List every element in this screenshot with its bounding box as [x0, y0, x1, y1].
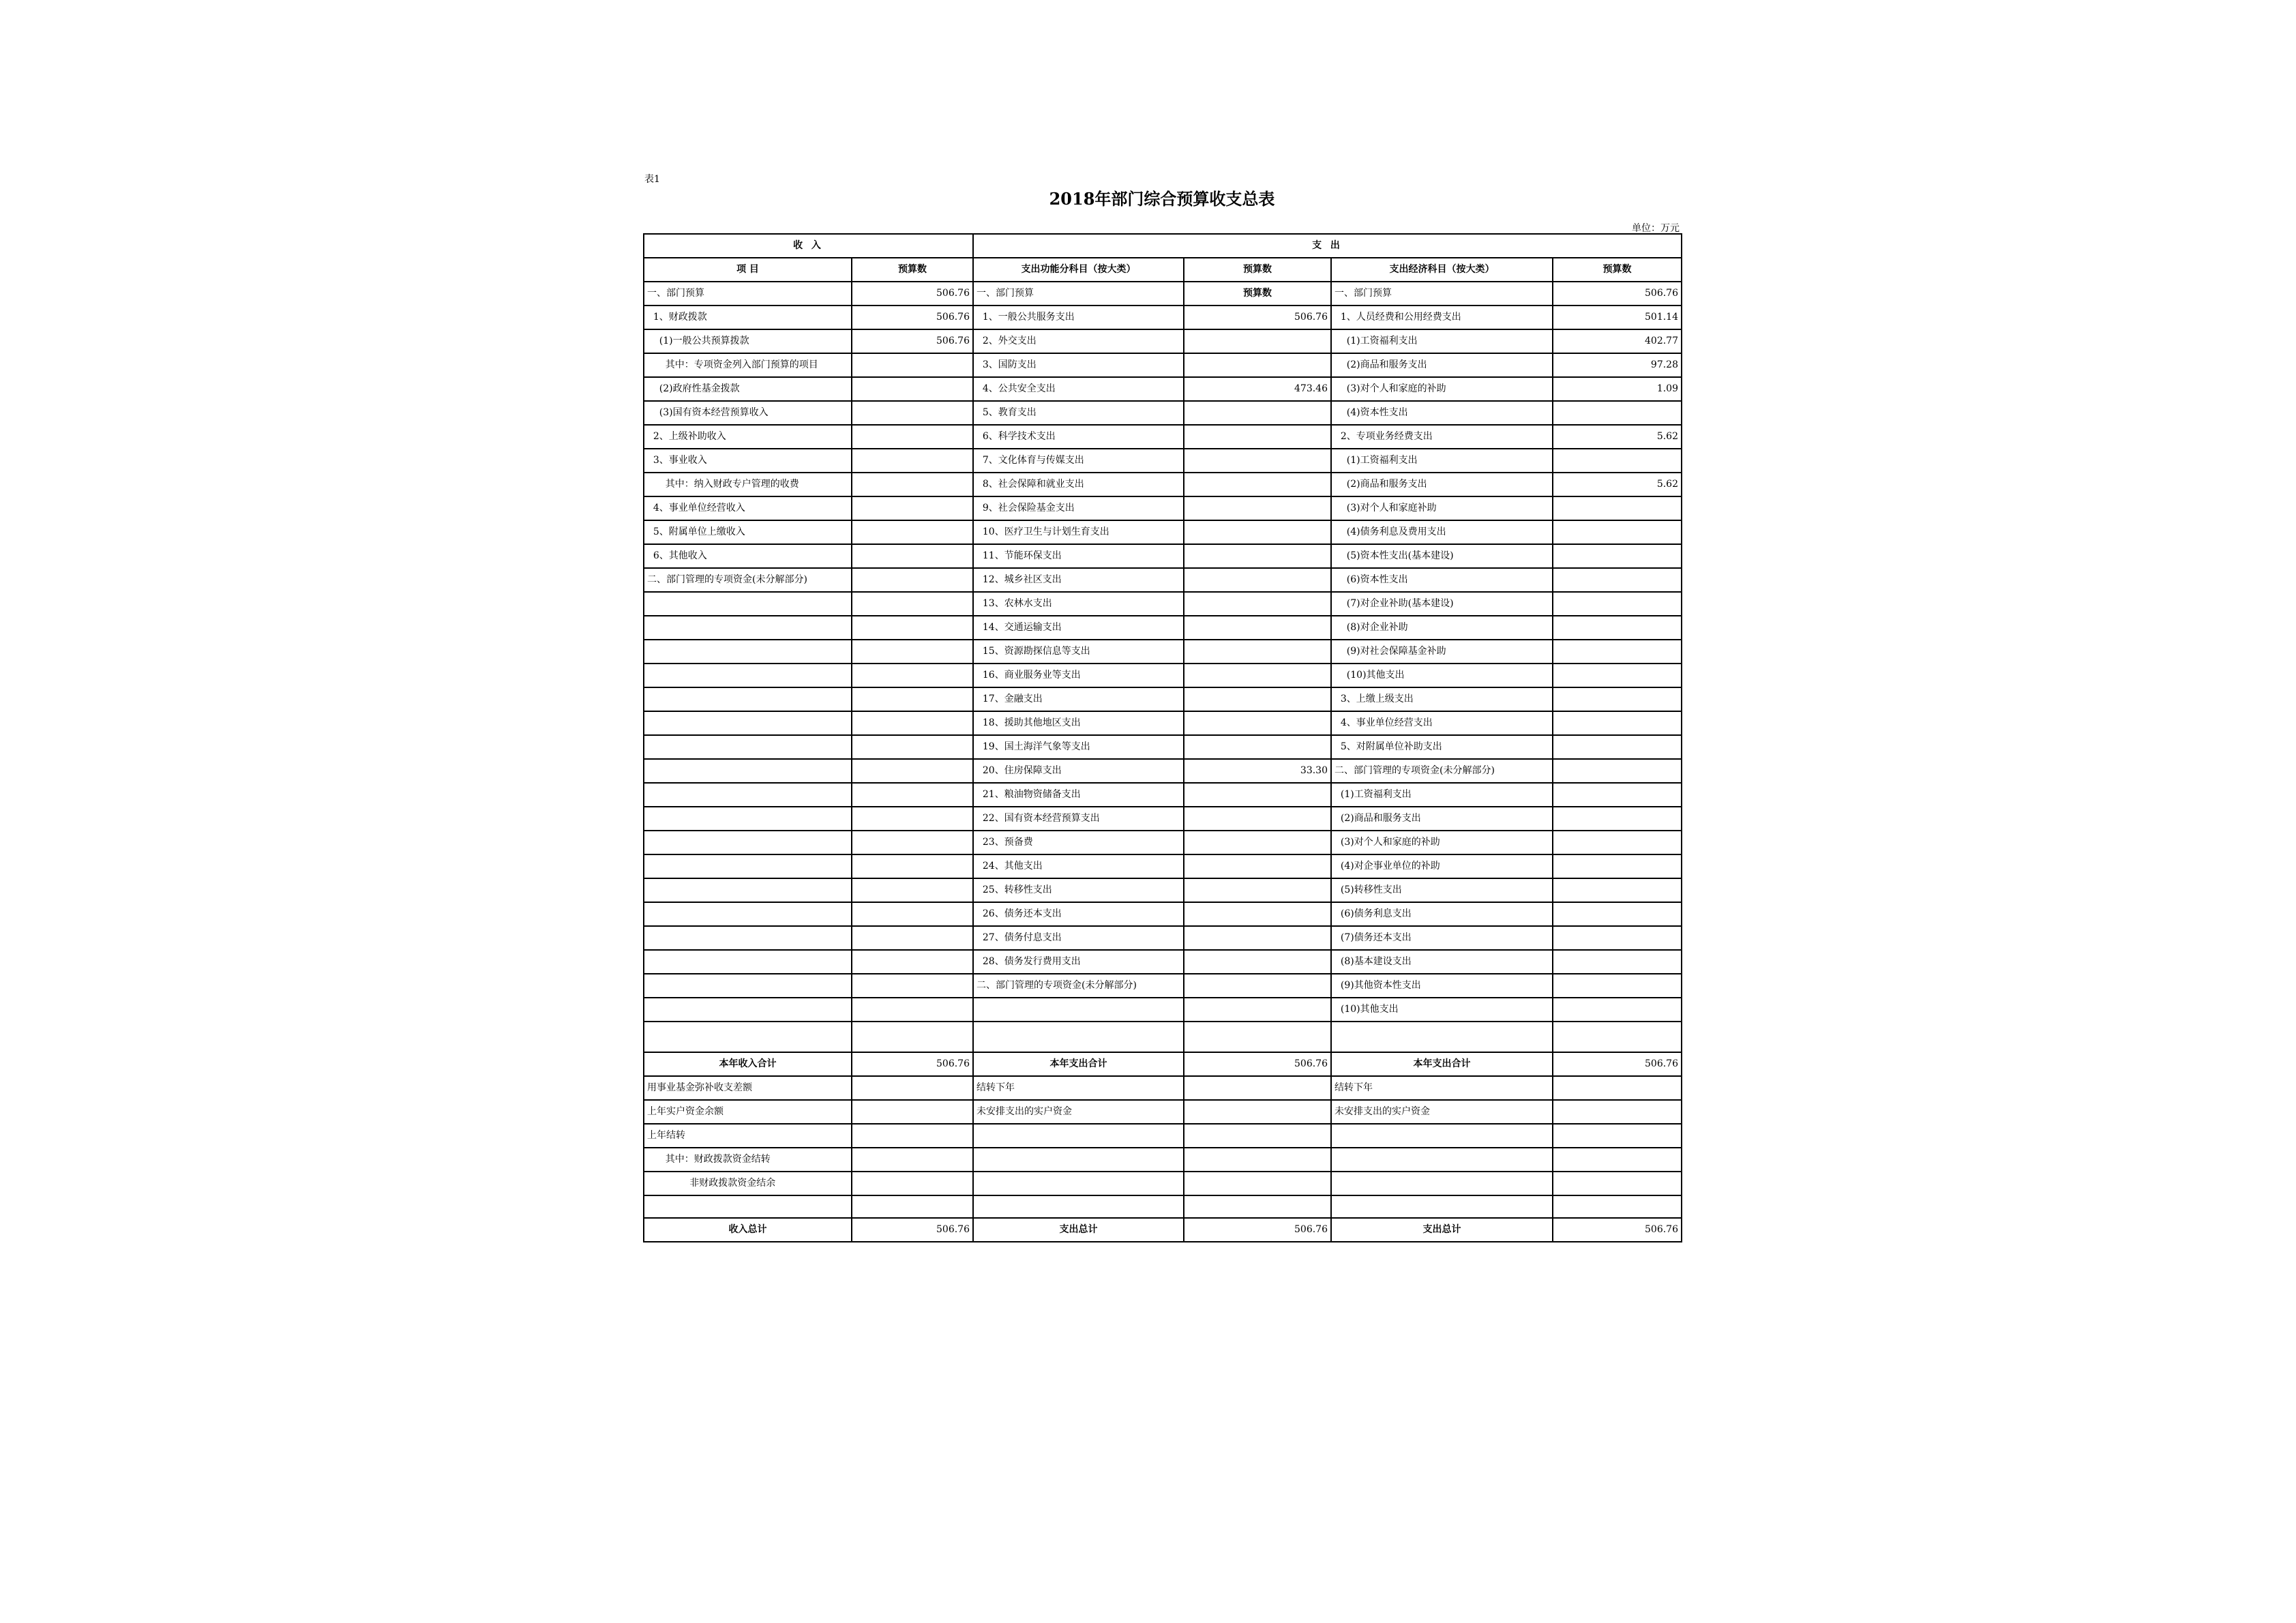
table-cell: 用事业基金弥补收支差额 — [644, 1076, 852, 1100]
table-cell: 25、转移性支出 — [973, 878, 1184, 902]
table-cell — [644, 878, 852, 902]
table-cell: 19、国土海洋气象等支出 — [973, 735, 1184, 759]
table-cell: 4、事业单位经营支出 — [1331, 711, 1553, 735]
table-row — [644, 353, 1682, 377]
table-row — [644, 568, 1682, 592]
table-cell — [1553, 950, 1682, 974]
table-row — [644, 544, 1682, 568]
table-cell — [852, 998, 973, 1022]
table-cell — [1184, 496, 1331, 520]
table-cell — [644, 592, 852, 616]
table-cell: 6、其他收入 — [644, 544, 852, 568]
table-cell — [1184, 974, 1331, 998]
table-cell — [644, 664, 852, 687]
table-cell: 402.77 — [1553, 329, 1682, 353]
table-cell — [1553, 878, 1682, 902]
table-cell — [1184, 711, 1331, 735]
table-cell: (10)其他支出 — [1331, 998, 1553, 1022]
table-cell — [852, 1195, 973, 1218]
table-cell: 22、国有资本经营预算支出 — [973, 807, 1184, 831]
table-cell — [1553, 735, 1682, 759]
table-cell — [852, 520, 973, 544]
table-cell — [1184, 1100, 1331, 1124]
col-header-budget: 预算数 — [1184, 258, 1331, 282]
table-cell: 506.76 — [852, 1218, 973, 1242]
table-cell — [852, 496, 973, 520]
table-cell: (8)对企业补助 — [1331, 616, 1553, 640]
table-cell — [1184, 1148, 1331, 1172]
table-cell: 二、部门管理的专项资金(未分解部分) — [973, 974, 1184, 998]
table-cell — [852, 568, 973, 592]
table-cell — [1553, 998, 1682, 1022]
table-cell: 一、部门预算 — [644, 282, 852, 306]
table-cell — [1553, 640, 1682, 664]
table-cell — [644, 640, 852, 664]
table-cell: 未安排支出的实户资金 — [1331, 1100, 1553, 1124]
table-cell: 16、商业服务业等支出 — [973, 664, 1184, 687]
table-row — [644, 306, 1682, 329]
table-cell — [852, 974, 973, 998]
table-cell — [852, 640, 973, 664]
table-cell: 本年支出合计 — [1331, 1052, 1553, 1076]
budget-summary-table — [643, 233, 1682, 1242]
table-cell: (2)商品和服务支出 — [1331, 807, 1553, 831]
table-cell — [1553, 1076, 1682, 1100]
table-cell — [852, 854, 973, 878]
table-cell — [1553, 544, 1682, 568]
table-cell — [1553, 807, 1682, 831]
table-cell — [852, 353, 973, 377]
table-cell: 506.76 — [1553, 1218, 1682, 1242]
table-cell — [644, 854, 852, 878]
table-cell — [852, 950, 973, 974]
table-cell — [1184, 664, 1331, 687]
table-cell — [644, 616, 852, 640]
table-cell: 一、部门预算 — [1331, 282, 1553, 306]
table-cell: 1.09 — [1553, 377, 1682, 401]
table-cell — [852, 1124, 973, 1148]
col-header-economic: 支出经济科目（按大类） — [1331, 258, 1553, 282]
table-cell — [1553, 902, 1682, 926]
table-row — [644, 496, 1682, 520]
table-row — [644, 1172, 1682, 1195]
table-cell: 2、上级补助收入 — [644, 425, 852, 449]
table-cell: 其中：纳入财政专户管理的收费 — [644, 473, 852, 496]
table-cell — [852, 831, 973, 854]
table-cell: (9)其他资本性支出 — [1331, 974, 1553, 998]
table-cell: 非财政拨款资金结余 — [644, 1172, 852, 1195]
table-cell — [852, 401, 973, 425]
table-cell: (3)对个人和家庭的补助 — [1331, 831, 1553, 854]
table-cell — [1184, 425, 1331, 449]
table-cell — [1553, 592, 1682, 616]
table-cell — [1553, 1022, 1682, 1052]
table-cell — [1553, 974, 1682, 998]
table-cell: 支出总计 — [1331, 1218, 1553, 1242]
unit-label: 单位：万元 — [1632, 223, 1680, 234]
table-cell — [1184, 353, 1331, 377]
table-cell: 33.30 — [1184, 759, 1331, 783]
expense-group-header: 支 出 — [973, 234, 1682, 258]
table-cell: 5.62 — [1553, 425, 1682, 449]
table-cell — [1553, 759, 1682, 783]
table-cell: 未安排支出的实户资金 — [973, 1100, 1184, 1124]
table-cell: 28、债务发行费用支出 — [973, 950, 1184, 974]
table-cell — [852, 759, 973, 783]
table-cell — [1184, 640, 1331, 664]
table-cell: (7)债务还本支出 — [1331, 926, 1553, 950]
table-cell — [1184, 1195, 1331, 1218]
table-cell: (1)工资福利支出 — [1331, 783, 1553, 807]
table-cell — [1184, 807, 1331, 831]
table-cell — [1184, 783, 1331, 807]
table-cell: (2)商品和服务支出 — [1331, 353, 1553, 377]
table-cell: 二、部门管理的专项资金(未分解部分) — [1331, 759, 1553, 783]
table-cell: 3、国防支出 — [973, 353, 1184, 377]
table-cell — [1553, 1148, 1682, 1172]
table-cell: 14、交通运输支出 — [973, 616, 1184, 640]
table-cell: (1)工资福利支出 — [1331, 449, 1553, 473]
table-cell — [973, 1124, 1184, 1148]
table-cell: 13、农林水支出 — [973, 592, 1184, 616]
table-cell — [973, 1172, 1184, 1195]
table-cell — [852, 473, 973, 496]
table-row — [644, 1124, 1682, 1148]
table-row — [644, 616, 1682, 640]
table-cell: 其中：财政拨款资金结转 — [644, 1148, 852, 1172]
table-cell — [1184, 1172, 1331, 1195]
table-cell: 8、社会保障和就业支出 — [973, 473, 1184, 496]
table-cell — [1553, 831, 1682, 854]
table-cell: 15、资源勘探信息等支出 — [973, 640, 1184, 664]
table-row — [644, 831, 1682, 854]
table-cell — [852, 926, 973, 950]
subtotal-row — [644, 1052, 1682, 1076]
table-cell — [852, 1100, 973, 1124]
table-cell — [852, 425, 973, 449]
table-cell — [852, 1076, 973, 1100]
table-cell: 5、附属单位上缴收入 — [644, 520, 852, 544]
table-cell — [644, 926, 852, 950]
table-cell — [644, 711, 852, 735]
table-cell — [644, 902, 852, 926]
table-cell: 97.28 — [1553, 353, 1682, 377]
table-row — [644, 998, 1682, 1022]
table-cell: (3)对个人和家庭的补助 — [1331, 377, 1553, 401]
table-cell: 17、金融支出 — [973, 687, 1184, 711]
table-row — [644, 520, 1682, 544]
table-cell: 7、文化体育与传媒支出 — [973, 449, 1184, 473]
table-row — [644, 783, 1682, 807]
table-cell: 506.76 — [852, 282, 973, 306]
table-cell: 3、上缴上级支出 — [1331, 687, 1553, 711]
col-header-budget: 预算数 — [852, 258, 973, 282]
table-cell — [852, 592, 973, 616]
table-row — [644, 1148, 1682, 1172]
table-row — [644, 687, 1682, 711]
table-cell: (1)工资福利支出 — [1331, 329, 1553, 353]
table-cell: 18、援助其他地区支出 — [973, 711, 1184, 735]
table-cell — [852, 735, 973, 759]
table-cell — [1184, 449, 1331, 473]
col-header-budget: 预算数 — [1553, 258, 1682, 282]
table-cell — [973, 1022, 1184, 1052]
table-cell: 12、城乡社区支出 — [973, 568, 1184, 592]
table-row — [644, 329, 1682, 353]
table-cell: 9、社会保险基金支出 — [973, 496, 1184, 520]
table-cell: 26、债务还本支出 — [973, 902, 1184, 926]
total-row — [644, 1218, 1682, 1242]
table-cell: (3)国有资本经营预算收入 — [644, 401, 852, 425]
table-cell — [1553, 854, 1682, 878]
table-cell: 支出总计 — [973, 1218, 1184, 1242]
table-cell: 20、住房保障支出 — [973, 759, 1184, 783]
table-cell: 506.76 — [1184, 1052, 1331, 1076]
table-cell — [1184, 950, 1331, 974]
table-cell — [1184, 568, 1331, 592]
table-cell: 二、部门管理的专项资金(未分解部分) — [644, 568, 852, 592]
table-cell: (10)其他支出 — [1331, 664, 1553, 687]
table-cell — [644, 1195, 852, 1218]
table-cell: 1、财政拨款 — [644, 306, 852, 329]
table-cell: 506.76 — [852, 1052, 973, 1076]
table-cell — [644, 807, 852, 831]
table-row — [644, 974, 1682, 998]
table-cell — [1184, 687, 1331, 711]
table-cell — [852, 1148, 973, 1172]
table-cell: 506.76 — [1184, 1218, 1331, 1242]
table-cell — [852, 687, 973, 711]
table-cell — [1331, 1124, 1553, 1148]
page-title: 2018年部门综合预算收支总表 — [1049, 189, 1275, 209]
table-cell: (4)资本性支出 — [1331, 401, 1553, 425]
table-row — [644, 902, 1682, 926]
table-cell — [1184, 998, 1331, 1022]
group-header-row — [644, 234, 1682, 258]
table-cell — [1553, 520, 1682, 544]
table-row — [644, 425, 1682, 449]
table-cell — [644, 831, 852, 854]
table-cell: 24、其他支出 — [973, 854, 1184, 878]
table-cell — [1553, 616, 1682, 640]
table-cell — [644, 735, 852, 759]
table-cell — [1553, 1100, 1682, 1124]
table-cell: 1、一般公共服务支出 — [973, 306, 1184, 329]
table-cell — [852, 1022, 973, 1052]
table-cell — [852, 878, 973, 902]
table-cell: 本年收入合计 — [644, 1052, 852, 1076]
table-row — [644, 640, 1682, 664]
table-cell — [852, 1172, 973, 1195]
table-row — [644, 377, 1682, 401]
table-cell: 上年结转 — [644, 1124, 852, 1148]
table-cell: 3、事业收入 — [644, 449, 852, 473]
table-cell — [1184, 1124, 1331, 1148]
table-cell: 结转下年 — [1331, 1076, 1553, 1100]
column-header-row — [644, 258, 1682, 282]
table-cell — [1184, 735, 1331, 759]
table-row — [644, 1076, 1682, 1100]
table-row — [644, 759, 1682, 783]
table-cell: 506.76 — [852, 329, 973, 353]
table-row — [644, 449, 1682, 473]
table-cell: 上年实户资金余额 — [644, 1100, 852, 1124]
table-cell — [1184, 878, 1331, 902]
table-cell — [1184, 616, 1331, 640]
table-cell: 4、事业单位经营收入 — [644, 496, 852, 520]
table-cell: 1、人员经费和公用经费支出 — [1331, 306, 1553, 329]
table-cell: 2、外交支出 — [973, 329, 1184, 353]
table-cell — [1553, 926, 1682, 950]
table-cell — [1331, 1195, 1553, 1218]
table-cell — [1331, 1148, 1553, 1172]
table-cell — [1331, 1022, 1553, 1052]
table-cell — [1184, 520, 1331, 544]
table-cell — [973, 1195, 1184, 1218]
table-cell: 5.62 — [1553, 473, 1682, 496]
table-cell — [852, 616, 973, 640]
table-cell — [852, 711, 973, 735]
table-cell: 506.76 — [1553, 282, 1682, 306]
table-cell — [1184, 544, 1331, 568]
table-cell — [1184, 592, 1331, 616]
table-cell — [1184, 854, 1331, 878]
table-cell — [852, 664, 973, 687]
table-cell — [644, 974, 852, 998]
table-cell: 2、专项业务经费支出 — [1331, 425, 1553, 449]
table-cell — [852, 783, 973, 807]
table-cell: (2)政府性基金拨款 — [644, 377, 852, 401]
table-cell — [1553, 711, 1682, 735]
table-row — [644, 878, 1682, 902]
table-cell — [644, 998, 852, 1022]
table-row — [644, 950, 1682, 974]
table-cell — [852, 377, 973, 401]
table-cell — [1553, 401, 1682, 425]
table-cell: 501.14 — [1553, 306, 1682, 329]
table-cell: 6、科学技术支出 — [973, 425, 1184, 449]
table-cell — [1553, 687, 1682, 711]
table-cell — [644, 950, 852, 974]
table-row — [644, 282, 1682, 306]
table-cell: 4、公共安全支出 — [973, 377, 1184, 401]
table-cell: (2)商品和服务支出 — [1331, 473, 1553, 496]
table-cell: 5、对附属单位补助支出 — [1331, 735, 1553, 759]
table-cell: (6)资本性支出 — [1331, 568, 1553, 592]
table-cell — [973, 998, 1184, 1022]
table-row — [644, 807, 1682, 831]
table-row — [644, 735, 1682, 759]
table-cell — [1184, 1022, 1331, 1052]
table-cell — [973, 1148, 1184, 1172]
table-row — [644, 711, 1682, 735]
table-row — [644, 473, 1682, 496]
table-cell — [1331, 1172, 1553, 1195]
table-cell: 473.46 — [1184, 377, 1331, 401]
table-cell — [1184, 831, 1331, 854]
table-row — [644, 926, 1682, 950]
table-cell: 结转下年 — [973, 1076, 1184, 1100]
table-cell — [644, 687, 852, 711]
table-cell: 27、债务付息支出 — [973, 926, 1184, 950]
table-cell — [1184, 1076, 1331, 1100]
table-cell — [1553, 783, 1682, 807]
table-cell — [644, 1022, 852, 1052]
table-cell — [852, 544, 973, 568]
table-cell: (5)资本性支出(基本建设) — [1331, 544, 1553, 568]
table-cell: 收入总计 — [644, 1218, 852, 1242]
table-cell: 10、医疗卫生与计划生育支出 — [973, 520, 1184, 544]
table-row — [644, 401, 1682, 425]
table-cell: 21、粮油物资储备支出 — [973, 783, 1184, 807]
table-cell — [1553, 1172, 1682, 1195]
table-cell — [1184, 902, 1331, 926]
table-cell: (7)对企业补助(基本建设) — [1331, 592, 1553, 616]
income-group-header: 收 入 — [644, 234, 973, 258]
table-cell: 506.76 — [1184, 306, 1331, 329]
table-cell: (9)对社会保障基金补助 — [1331, 640, 1553, 664]
table-tag: 表1 — [644, 174, 660, 185]
table-cell: 5、教育支出 — [973, 401, 1184, 425]
table-cell: (8)基本建设支出 — [1331, 950, 1553, 974]
table-cell: 预算数 — [1184, 282, 1331, 306]
col-header-item: 项 目 — [644, 258, 852, 282]
table-cell — [1184, 401, 1331, 425]
table-cell: (3)对个人和家庭补助 — [1331, 496, 1553, 520]
table-row — [644, 1100, 1682, 1124]
table-cell — [1184, 473, 1331, 496]
table-row — [644, 664, 1682, 687]
table-cell — [1553, 496, 1682, 520]
spacer-row — [644, 1195, 1682, 1218]
table-row — [644, 592, 1682, 616]
table-cell — [1184, 329, 1331, 353]
spacer-row — [644, 1022, 1682, 1052]
table-cell — [852, 449, 973, 473]
table-cell — [1184, 926, 1331, 950]
col-header-functional: 支出功能分科目（按大类） — [973, 258, 1184, 282]
table-cell: 其中：专项资金列入部门预算的项目 — [644, 353, 852, 377]
table-cell — [644, 759, 852, 783]
table-cell: (4)对企事业单位的补助 — [1331, 854, 1553, 878]
table-cell: 本年支出合计 — [973, 1052, 1184, 1076]
table-cell — [1553, 1195, 1682, 1218]
table-cell — [644, 783, 852, 807]
table-cell — [1553, 568, 1682, 592]
table-cell: (1)一般公共预算拨款 — [644, 329, 852, 353]
table-cell — [852, 902, 973, 926]
table-cell — [1553, 1124, 1682, 1148]
table-cell: (4)债务利息及费用支出 — [1331, 520, 1553, 544]
table-row — [644, 854, 1682, 878]
table-cell — [1553, 664, 1682, 687]
table-cell — [852, 807, 973, 831]
table-cell: 23、预备费 — [973, 831, 1184, 854]
table-cell: 11、节能环保支出 — [973, 544, 1184, 568]
table-cell: (5)转移性支出 — [1331, 878, 1553, 902]
table-cell: 506.76 — [852, 306, 973, 329]
table-cell: 506.76 — [1553, 1052, 1682, 1076]
table-cell: (6)债务利息支出 — [1331, 902, 1553, 926]
table-cell — [1553, 449, 1682, 473]
table-cell: 一、部门预算 — [973, 282, 1184, 306]
